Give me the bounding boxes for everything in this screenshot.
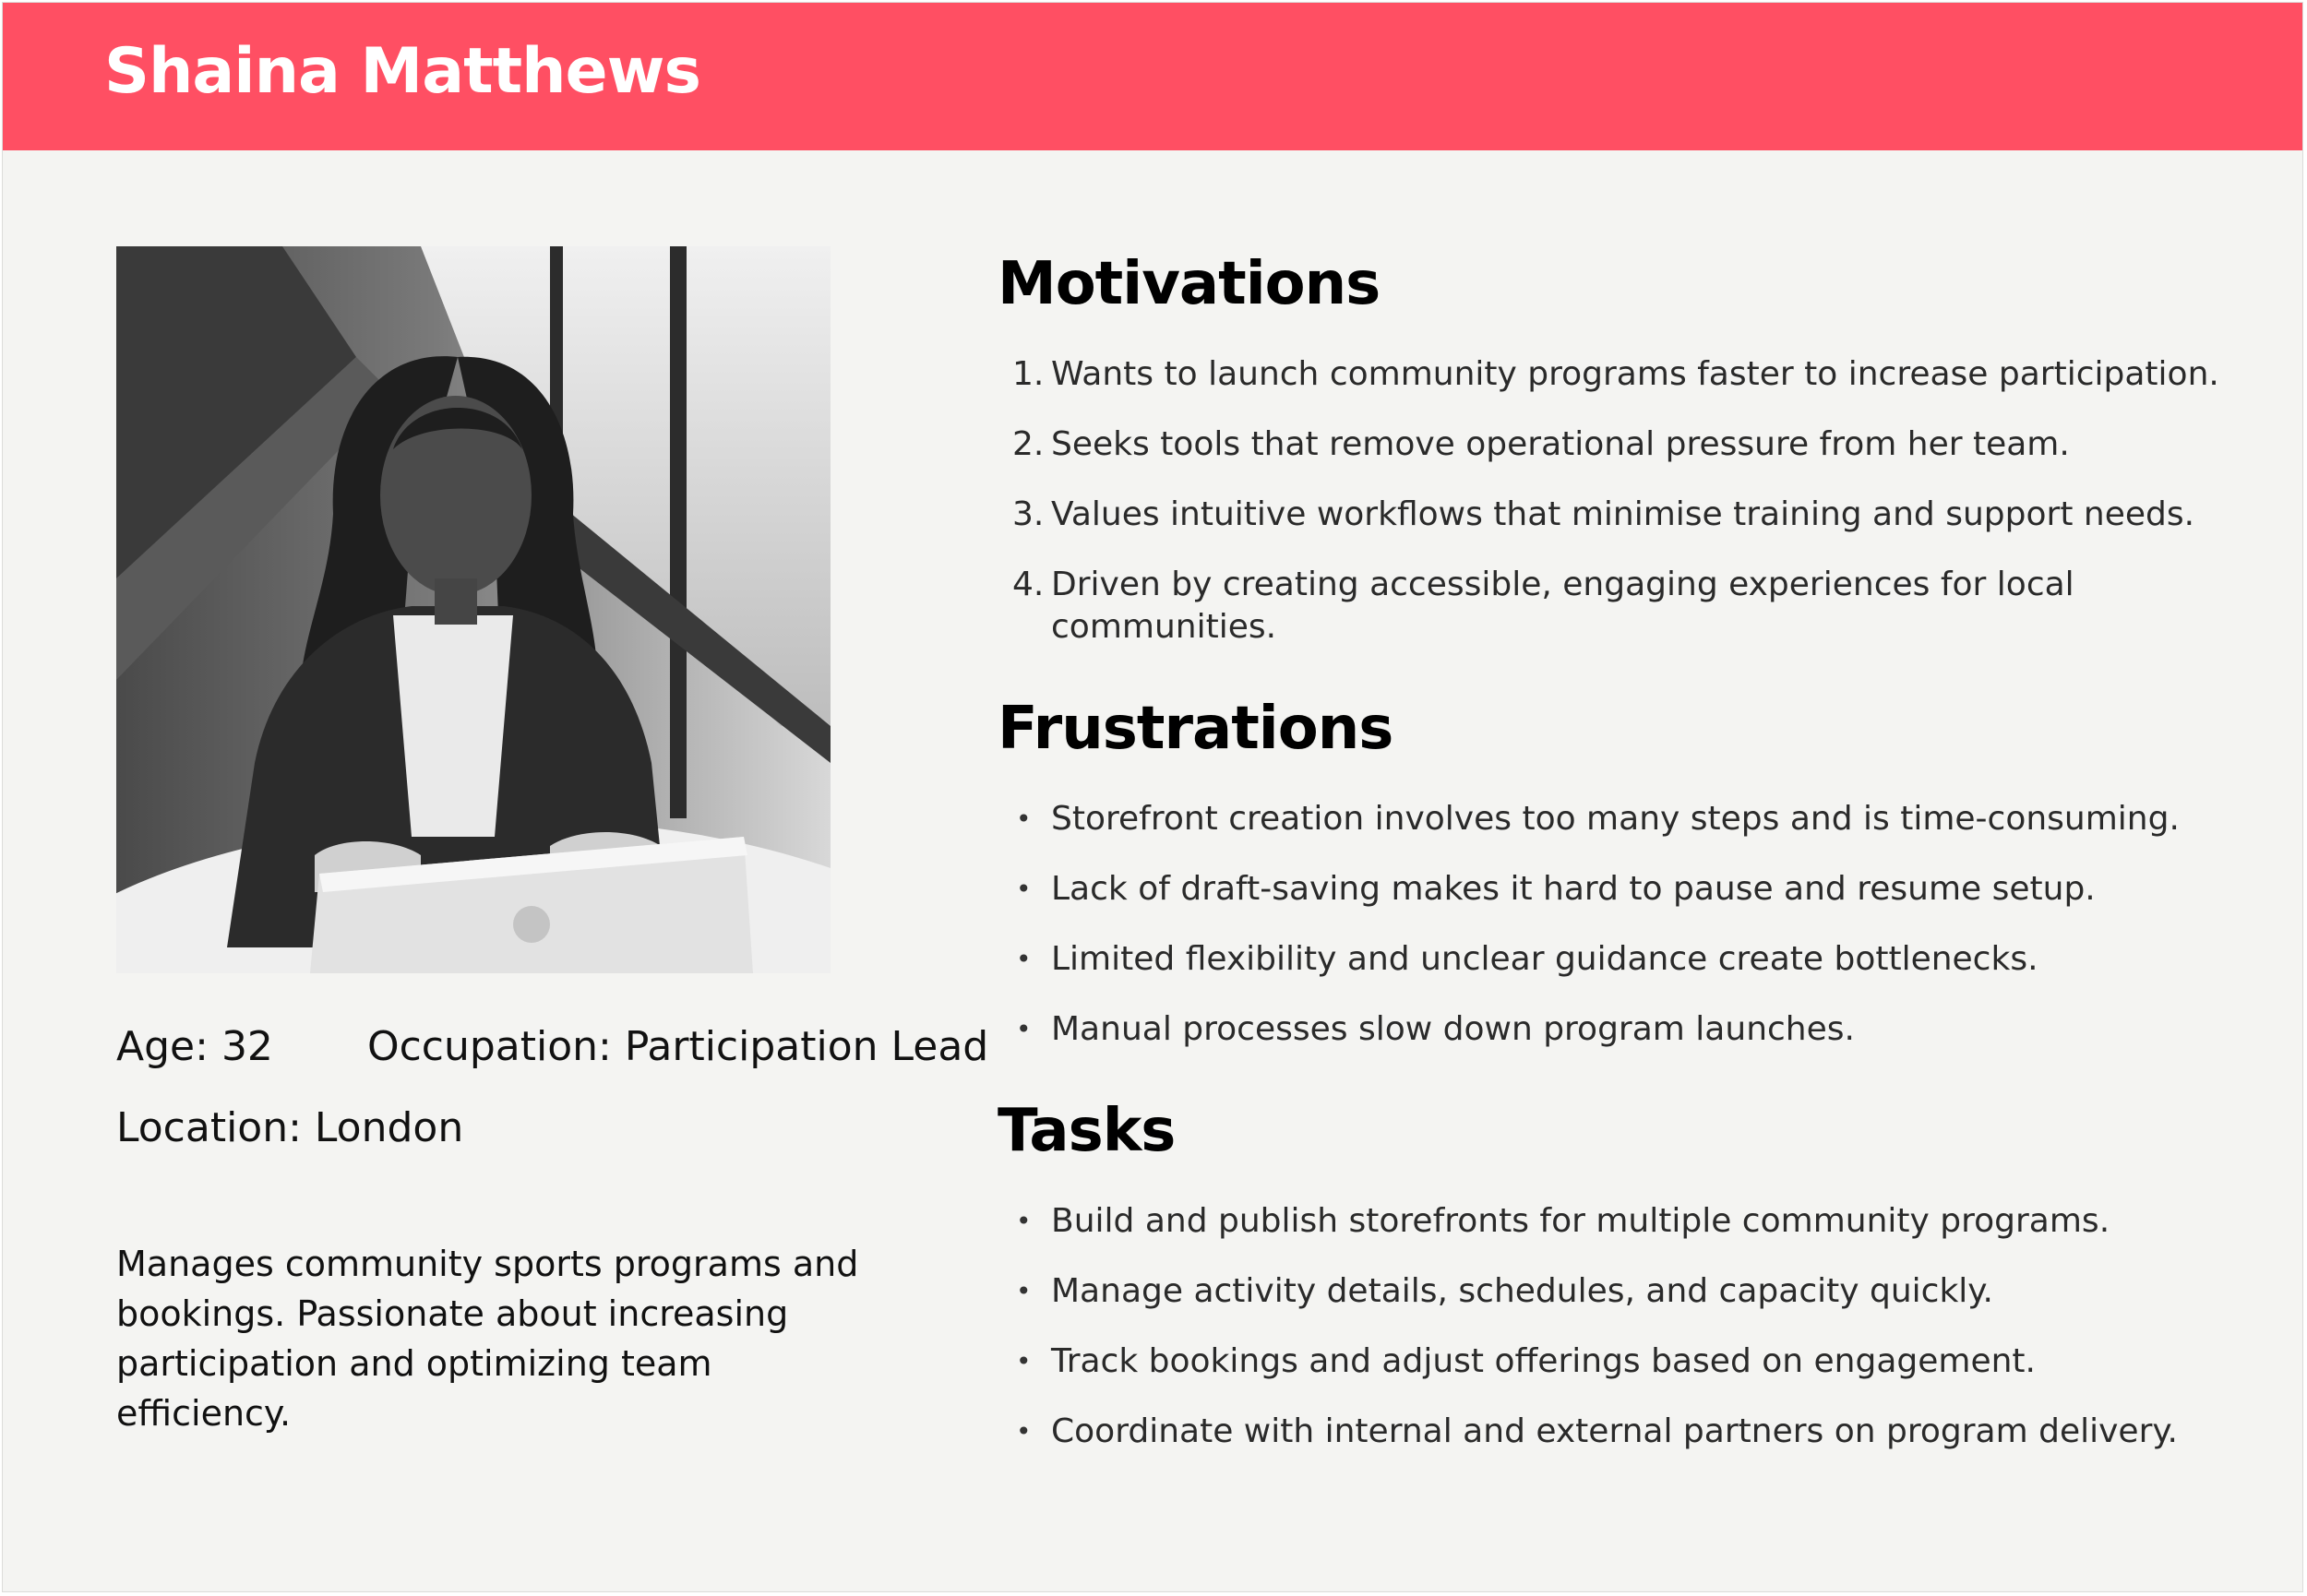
age-value: 32	[221, 1023, 273, 1070]
bullet-icon: •	[1016, 944, 1032, 974]
motivations-heading: Motivations	[998, 250, 1381, 318]
list-marker: 1.	[1012, 355, 1045, 393]
list-item-text: Driven by creating accessible, engaging experiences for local communities.	[1051, 566, 2074, 646]
list-item-text: Limited flexibility and unclear guidance create bottlenecks.	[1051, 940, 2038, 978]
list-item	[998, 798, 2271, 840]
persona-name: Shaina Matthews	[104, 35, 700, 108]
occupation-value: Participation Lead	[624, 1023, 989, 1070]
frustrations-list	[998, 798, 2271, 1078]
occupation-label: Occupation:	[366, 1023, 612, 1070]
list-item	[998, 423, 2271, 466]
list-item-text: Storefront creation involves too many steps and is time-consuming.	[1051, 800, 2180, 838]
list-item	[998, 1008, 2271, 1051]
header-banner	[3, 3, 2302, 150]
bullet-icon: •	[1016, 1346, 1032, 1376]
frustrations-heading: Frustrations	[998, 695, 1393, 763]
location-label: Location:	[116, 1104, 302, 1151]
list-item-text: Coordinate with internal and external partners on program delivery.	[1051, 1412, 2178, 1450]
bullet-icon: •	[1016, 1276, 1032, 1306]
list-item-text: Lack of draft-saving makes it hard to pause and resume setup.	[1051, 870, 2096, 908]
list-item-text: Values intuitive workflows that minimise training and support needs.	[1051, 495, 2195, 533]
list-item-text: Manage activity details, schedules, and capacity quickly.	[1051, 1272, 1993, 1310]
bullet-icon: •	[1016, 874, 1032, 904]
age-label: Age:	[116, 1023, 209, 1070]
list-item	[998, 868, 2271, 911]
persona-card	[2, 2, 2303, 1592]
list-item	[998, 494, 2271, 536]
list-item	[998, 1340, 2271, 1383]
persona-photo-image	[116, 246, 831, 973]
bullet-icon: •	[1016, 1416, 1032, 1447]
list-item-text: Seeks tools that remove operational pressure from her team.	[1051, 425, 2070, 463]
persona-photo	[116, 246, 831, 973]
tasks-list	[998, 1200, 2271, 1481]
list-marker: 4.	[1012, 566, 1045, 603]
list-item	[998, 1200, 2271, 1243]
bullet-icon: •	[1016, 1014, 1032, 1044]
location-value: London	[314, 1104, 464, 1151]
motivations-list	[998, 353, 2271, 676]
list-item	[998, 1270, 2271, 1313]
persona-bio: Manages community sports programs and bookings. Passionate about increasing participation and optimizing team efficiency.	[116, 1244, 859, 1434]
bullet-icon: •	[1016, 1206, 1032, 1236]
list-marker: 2.	[1012, 425, 1045, 463]
list-marker: 3.	[1012, 495, 1045, 533]
list-item-text: Track bookings and adjust offerings based on engagement.	[1051, 1342, 2036, 1380]
location-row	[116, 1104, 463, 1151]
list-item-text: Wants to launch community programs faster to increase participation.	[1051, 355, 2219, 393]
tasks-heading: Tasks	[998, 1097, 1176, 1165]
list-item-text: Build and publish storefronts for multiple community programs.	[1051, 1202, 2110, 1240]
list-item-text: Manual processes slow down program launches.	[1051, 1010, 1855, 1048]
list-item	[998, 938, 2271, 981]
bullet-icon: •	[1016, 804, 1032, 834]
age-occupation-row	[116, 1023, 988, 1070]
list-item	[998, 564, 2271, 649]
list-item	[998, 353, 2271, 396]
list-item	[998, 1411, 2271, 1453]
